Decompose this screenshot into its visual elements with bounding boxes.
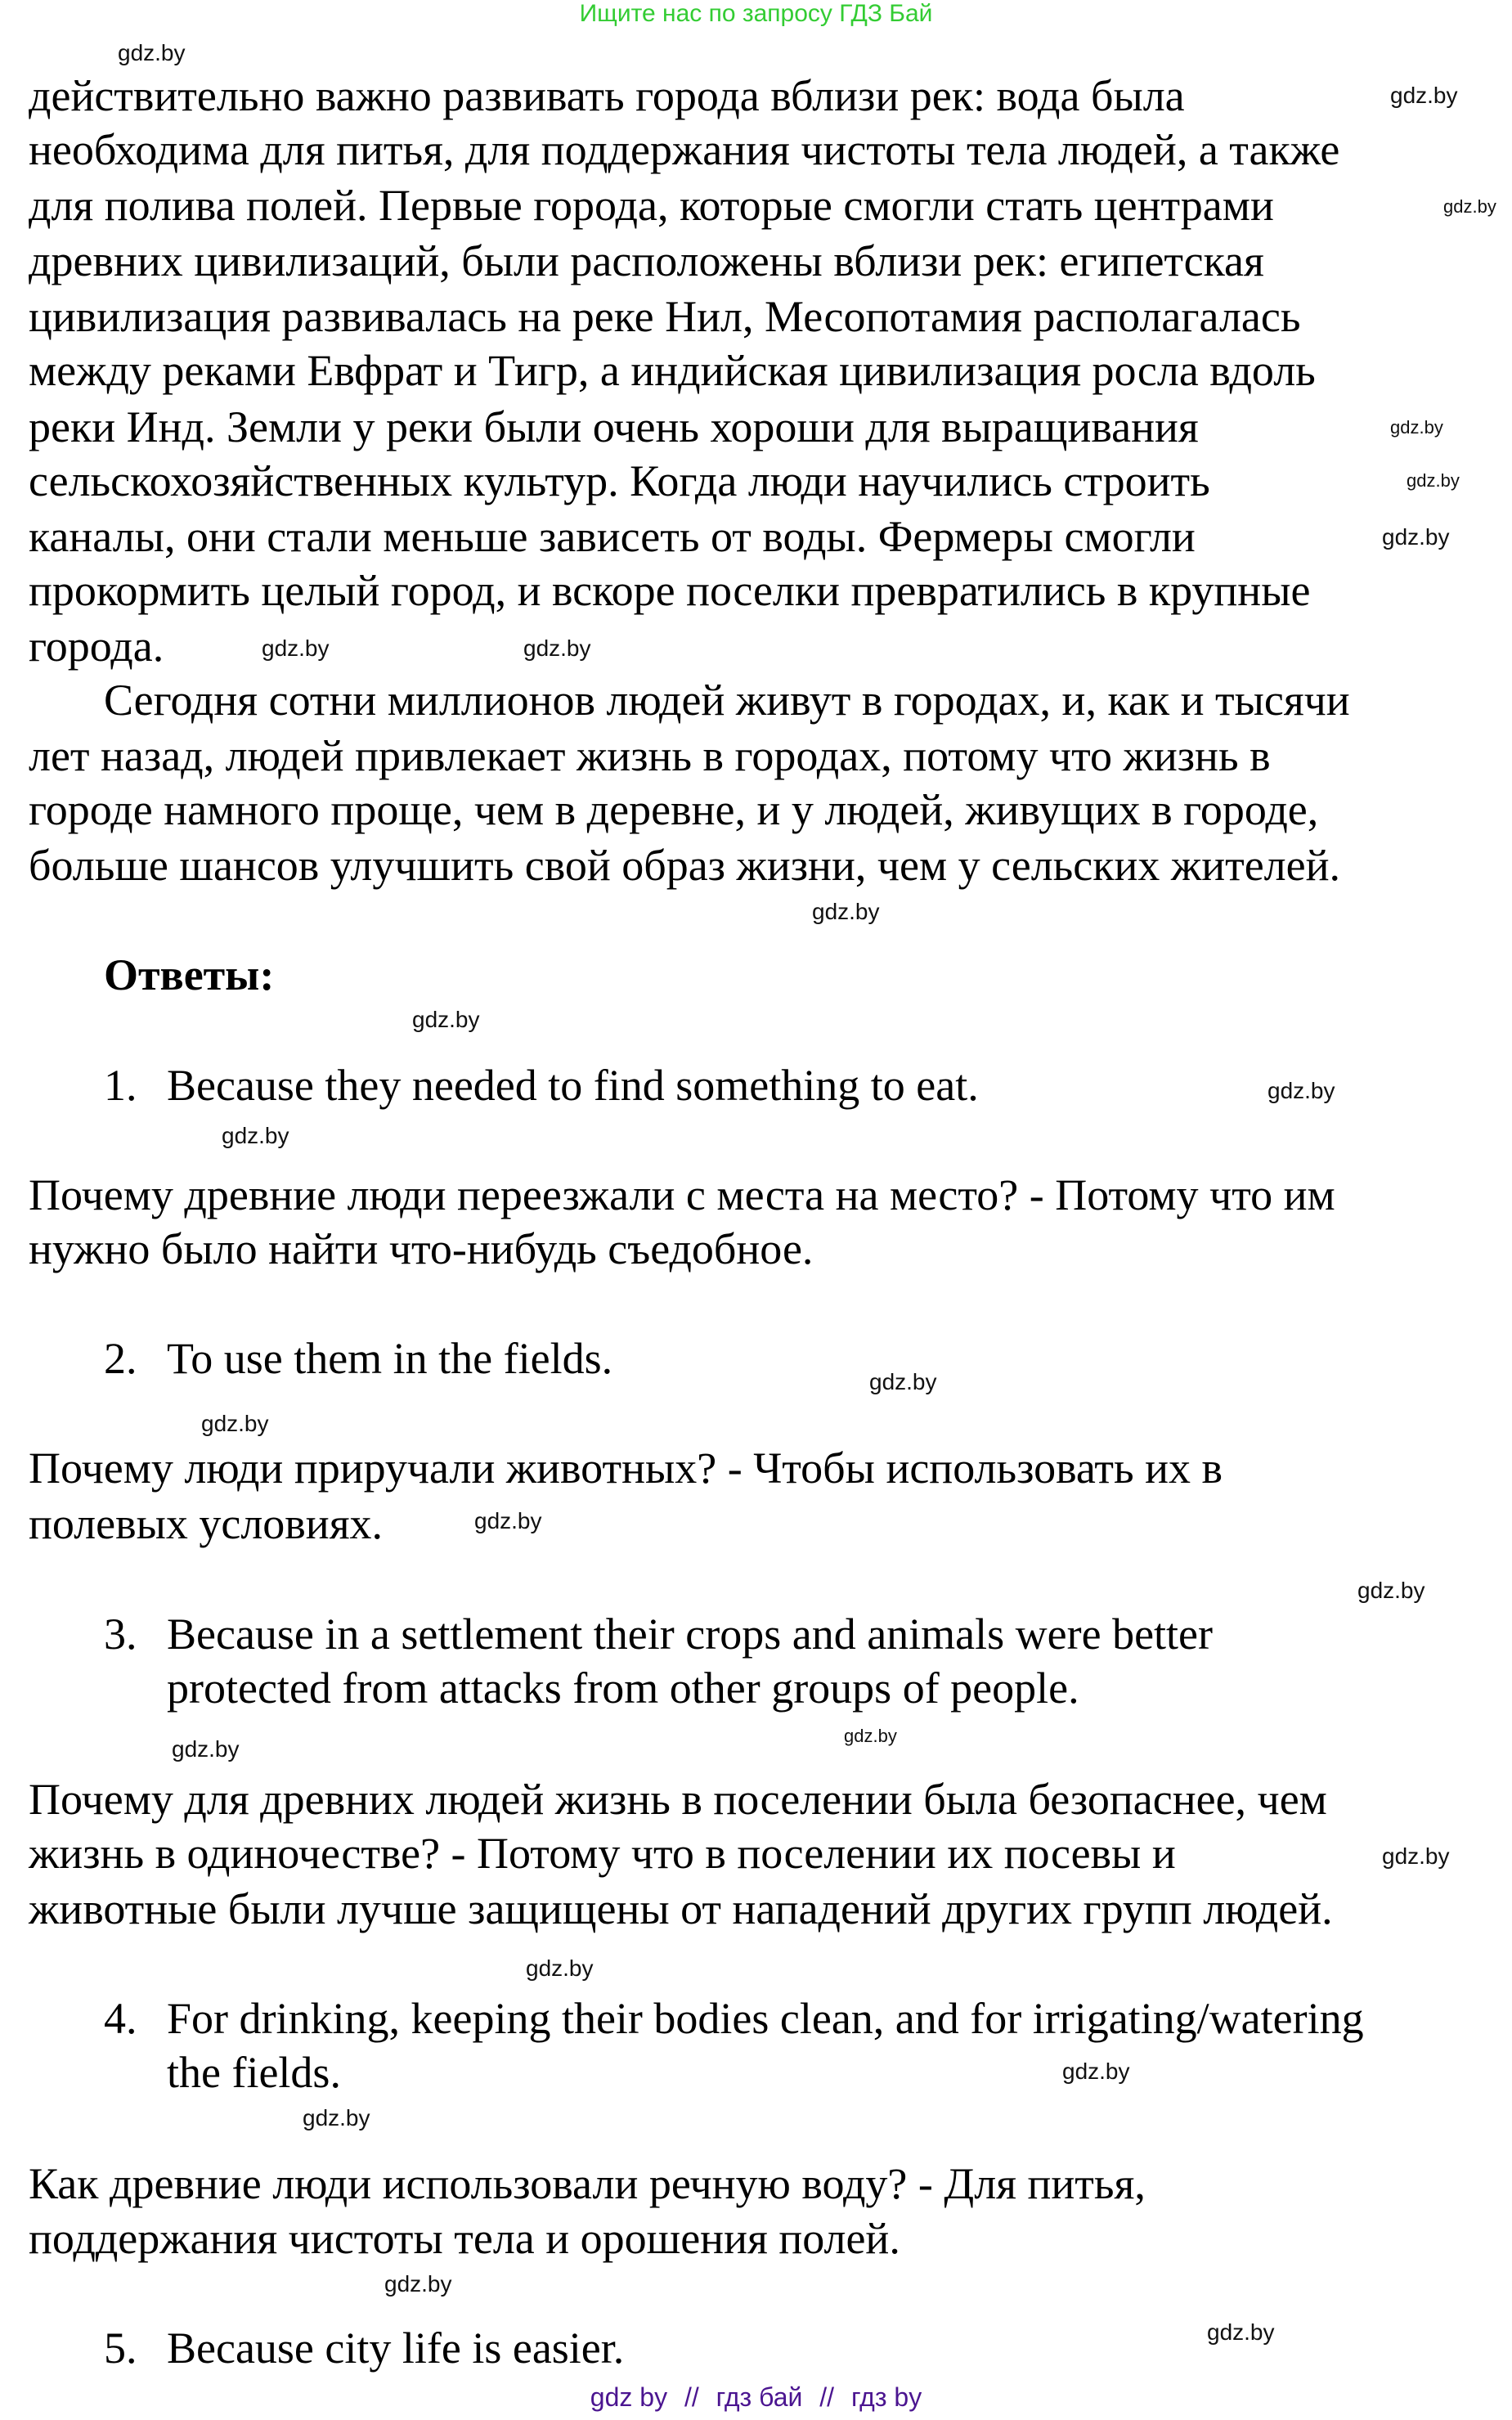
answer-number: 2. <box>104 1334 137 1383</box>
answer-russian: Как древние люди использовали речную воду? - Для питья, <box>29 2159 1146 2208</box>
answer-english: protected from attacks from other groups of people. <box>167 1663 1079 1713</box>
watermark: gdz.by <box>1382 524 1450 550</box>
footer-separator: // <box>684 2382 699 2412</box>
footer-separator: // <box>819 2382 835 2412</box>
footer-links <box>0 2382 1512 2413</box>
answer-russian: полевых условиях. <box>29 1499 384 1548</box>
watermark: gdz.by <box>1382 1843 1450 1869</box>
watermark: gdz.by <box>869 1369 937 1394</box>
text-line: города. <box>29 622 164 671</box>
watermark: gdz.by <box>1443 196 1496 217</box>
answer-english: Because they needed to find something to eat. <box>167 1061 979 1110</box>
answer-russian: Почему люди приручали животных? - Чтобы использовать их в <box>29 1443 1223 1493</box>
watermark: gdz.by <box>172 1736 240 1762</box>
text-line: лет назад, людей привлекает жизнь в городах, потому что жизнь в <box>29 731 1271 780</box>
text-line: действительно важно развивать города вблизи рек: вода была <box>29 71 1185 120</box>
answer-russian: жизнь в одиночестве? - Потому что в поселении их посевы и <box>29 1829 1176 1878</box>
text-line: между реками Евфрат и Тигр, а индийская цивилизация росла вдоль <box>29 346 1316 395</box>
footer-link-gdz-by-cyr[interactable]: гдз by <box>850 2382 922 2412</box>
watermark: gdz.by <box>1390 83 1458 108</box>
watermark: gdz.by <box>1207 2319 1275 2345</box>
answers-heading: Ответы: <box>104 950 275 999</box>
watermark: gdz.by <box>1357 1578 1425 1603</box>
text-line: для полива полей. Первые города, которые смогли стать центрами <box>29 181 1274 230</box>
watermark: gdz.by <box>222 1123 289 1148</box>
text-line: городе намного проще, чем в деревне, и у людей, живущих в городе, <box>29 785 1319 834</box>
watermark: gdz.by <box>523 635 591 661</box>
answer-english: Because in a settlement their crops and animals were better <box>167 1610 1213 1659</box>
text-line: цивилизация развивалась на реке Нил, Месопотамия располагалась <box>29 292 1301 341</box>
watermark: gdz.by <box>1407 470 1460 491</box>
watermark: gdz.by <box>1267 1078 1335 1103</box>
answer-number: 4. <box>104 1994 137 2043</box>
answer-russian: нужно было найти что-нибудь съедобное. <box>29 1224 814 1273</box>
watermark: gdz.by <box>474 1508 542 1533</box>
watermark: gdz.by <box>384 2271 452 2297</box>
watermark: gdz.by <box>526 1955 594 1981</box>
footer-link-gdz-bai[interactable]: гдз бай <box>716 2382 803 2412</box>
answer-english: Because city life is easier. <box>167 2323 625 2373</box>
watermark: gdz.by <box>303 2105 370 2130</box>
text-line: больше шансов улучшить свой образ жизни, чем у сельских жителей. <box>29 841 1340 890</box>
watermark: gdz.by <box>844 1726 897 1746</box>
watermark: gdz.by <box>1390 417 1443 438</box>
watermark: gdz.by <box>201 1411 269 1436</box>
footer-link-gdz-by[interactable]: gdz by <box>590 2382 668 2412</box>
answer-number: 5. <box>104 2323 137 2373</box>
watermark: gdz.by <box>812 899 880 924</box>
answer-english: For drinking, keeping their bodies clean, and for irrigating/watering <box>167 1994 1364 2043</box>
watermark: gdz.by <box>262 635 330 661</box>
answer-number: 1. <box>104 1061 137 1110</box>
promo-header: Ищите нас по запросу ГДЗ Бай <box>579 0 933 27</box>
watermark: gdz.by <box>1062 2059 1130 2084</box>
answer-number: 3. <box>104 1610 137 1659</box>
text-line: древних цивилизаций, были расположены вблизи рек: египетская <box>29 236 1264 285</box>
text-line: необходима для питья, для поддержания чистоты тела людей, а также <box>29 125 1340 174</box>
answer-russian: Почему для древних людей жизнь в поселении была безопаснее, чем <box>29 1775 1327 1824</box>
answer-russian: Почему древние люди переезжали с места на место? - Потому что им <box>29 1170 1335 1219</box>
watermark: gdz.by <box>412 1007 480 1032</box>
answer-english: the fields. <box>167 2048 341 2097</box>
watermark: gdz.by <box>118 40 186 65</box>
answer-english: To use them in the fields. <box>167 1334 613 1383</box>
text-line: каналы, они стали меньше зависеть от воды. Фермеры смогли <box>29 512 1196 561</box>
text-line: прокормить целый город, и вскоре поселки превратились в крупные <box>29 566 1311 615</box>
text-line: реки Инд. Земли у реки были очень хороши для выращивания <box>29 402 1199 451</box>
answer-russian: животные были лучше защищены от нападений других групп людей. <box>29 1884 1333 1933</box>
answer-russian: поддержания чистоты тела и орошения полей. <box>29 2214 900 2263</box>
text-line: Сегодня сотни миллионов людей живут в городах, и, как и тысячи <box>104 676 1350 725</box>
text-line: сельскохозяйственных культур. Когда люди научились строить <box>29 456 1210 505</box>
